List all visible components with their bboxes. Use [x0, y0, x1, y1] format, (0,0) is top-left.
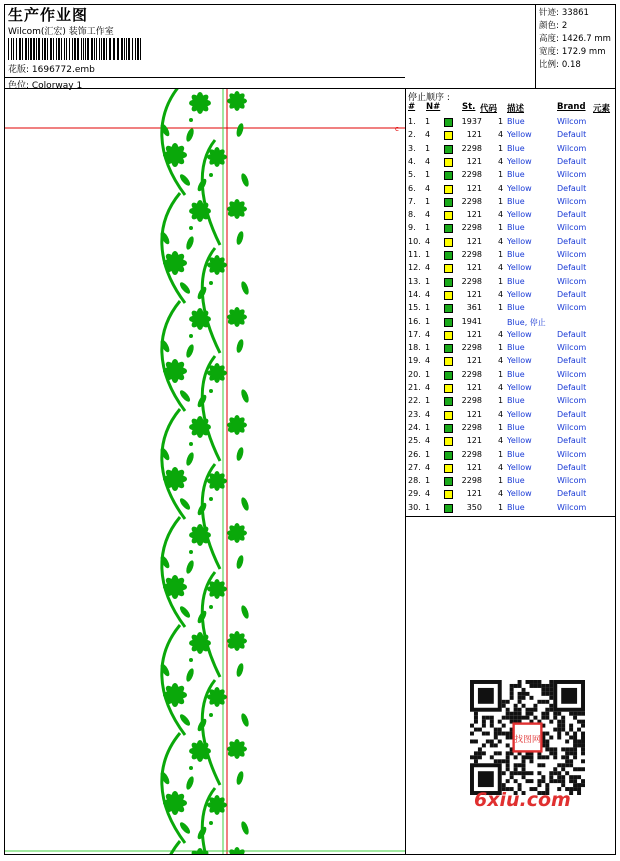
- color-swatch: [444, 451, 453, 460]
- color-swatch: [444, 464, 453, 473]
- color-swatch: [444, 198, 453, 207]
- row-needle: 4: [425, 462, 431, 472]
- stat-line: [539, 45, 605, 57]
- row-description: Blue: [507, 343, 525, 353]
- stat-value: 1426.7 mm: [561, 34, 611, 44]
- row-index: 3.: [408, 143, 416, 153]
- row-stitches: 350: [466, 502, 482, 512]
- row-brand: Default: [557, 383, 587, 392]
- row-index: 20.: [408, 369, 421, 379]
- table-row: [406, 383, 615, 396]
- row-index: 25.: [408, 436, 421, 446]
- color-swatch: [444, 318, 453, 327]
- row-description: Blue: [507, 170, 525, 180]
- header-info-panel: [5, 5, 536, 89]
- row-needle: 1: [425, 449, 431, 459]
- color-swatch: [444, 278, 453, 287]
- row-code: 4: [498, 263, 504, 273]
- color-swatch: [444, 171, 453, 180]
- stop-sequence-title: 停止顺序 :: [408, 93, 450, 103]
- table-row: [406, 210, 615, 223]
- col-header-description: 描述: [507, 104, 525, 114]
- color-swatch: [444, 304, 453, 313]
- stop-sequence-table: [406, 89, 615, 517]
- row-needle: 1: [425, 422, 431, 432]
- table-row: [406, 144, 615, 157]
- row-index: 18.: [408, 343, 421, 353]
- row-stitches: 121: [466, 183, 482, 193]
- row-needle: 1: [425, 303, 431, 313]
- row-code: 4: [498, 409, 504, 419]
- colorway-label: 色位: Colorway 1: [8, 81, 83, 91]
- row-stitches: 2298: [461, 223, 482, 233]
- color-swatch: [444, 384, 453, 393]
- table-row: [406, 489, 615, 502]
- color-swatch: [444, 131, 453, 140]
- row-description: Yellow: [507, 409, 532, 419]
- row-brand: Default: [557, 436, 587, 446]
- table-row: [406, 330, 615, 343]
- row-brand: Wilcom: [557, 170, 587, 180]
- row-brand: Wilcom: [557, 143, 587, 153]
- row-code: 4: [498, 356, 504, 366]
- row-brand: Wilcom: [557, 422, 587, 432]
- row-needle: 4: [425, 329, 431, 339]
- row-code: 1: [498, 422, 504, 432]
- watermark-logo: 6xiu.com: [474, 789, 571, 811]
- row-description: Yellow: [507, 289, 532, 299]
- row-stitches: 1937: [461, 117, 482, 126]
- row-index: 17.: [408, 329, 421, 339]
- row-code: 1: [498, 223, 504, 233]
- row-brand: Default: [557, 183, 587, 193]
- color-swatch: [444, 411, 453, 420]
- table-row: [406, 237, 615, 250]
- col-header-code: 代码: [480, 104, 498, 114]
- row-brand: Wilcom: [557, 250, 587, 259]
- row-description: Yellow: [507, 356, 532, 366]
- row-index: 29.: [408, 489, 421, 499]
- row-stitches: 121: [466, 383, 482, 392]
- color-swatch: [444, 344, 453, 353]
- row-brand: Wilcom: [557, 502, 587, 512]
- row-stitches: 121: [466, 409, 482, 419]
- row-description: Blue: [507, 196, 525, 206]
- row-needle: 4: [425, 210, 431, 220]
- row-stitches: 1941: [461, 316, 482, 326]
- row-index: 19.: [408, 356, 421, 366]
- row-index: 12.: [408, 263, 421, 273]
- table-row: [406, 410, 615, 423]
- row-code: 4: [498, 183, 504, 193]
- row-description: Blue: [507, 143, 525, 153]
- row-description: Blue: [507, 250, 525, 259]
- row-stitches: 2298: [461, 143, 482, 153]
- row-needle: 1: [425, 369, 431, 379]
- row-description: Yellow: [507, 462, 532, 472]
- row-stitches: 121: [466, 462, 482, 472]
- row-index: 10.: [408, 236, 421, 246]
- row-description: Yellow: [507, 489, 532, 499]
- table-row: [406, 450, 615, 463]
- table-row: [406, 277, 615, 290]
- stat-label: 针迹:: [539, 8, 559, 18]
- row-brand: Wilcom: [557, 343, 587, 353]
- table-row: [406, 317, 615, 330]
- row-stitches: 2298: [461, 250, 482, 259]
- row-brand: Wilcom: [557, 396, 587, 406]
- row-needle: 4: [425, 489, 431, 499]
- design-file-label: 花版: 1696772.emb: [8, 65, 95, 75]
- table-row: [406, 197, 615, 210]
- row-needle: 1: [425, 502, 431, 512]
- row-index: 24.: [408, 422, 421, 432]
- stat-value: 2: [561, 21, 568, 31]
- row-code: 1: [498, 303, 504, 313]
- row-stitches: 121: [466, 436, 482, 446]
- row-code: 4: [498, 130, 504, 140]
- design-preview: [5, 89, 406, 854]
- row-code: 4: [498, 236, 504, 246]
- row-stitches: 2298: [461, 369, 482, 379]
- table-row: [406, 250, 615, 263]
- design-stats-panel: [536, 5, 615, 89]
- row-needle: 4: [425, 436, 431, 446]
- row-needle: 4: [425, 356, 431, 366]
- table-row: [406, 263, 615, 276]
- row-needle: 4: [425, 383, 431, 392]
- col-header-brand: Brand: [557, 102, 586, 112]
- row-brand: Wilcom: [557, 223, 587, 233]
- col-header-stitches: St.: [462, 102, 476, 112]
- color-swatch: [444, 211, 453, 220]
- row-brand: Default: [557, 289, 587, 299]
- color-swatch: [444, 490, 453, 499]
- row-code: 1: [498, 449, 504, 459]
- row-description: Blue: [507, 476, 525, 486]
- row-stitches: 2298: [461, 276, 482, 286]
- row-stitches: 2298: [461, 422, 482, 432]
- table-row: [406, 503, 615, 516]
- row-code: 4: [498, 210, 504, 220]
- row-brand: Wilcom: [557, 303, 587, 313]
- table-row: [406, 223, 615, 236]
- row-brand: Default: [557, 329, 587, 339]
- row-description: Yellow: [507, 130, 532, 140]
- row-description: Blue: [507, 223, 525, 233]
- table-row: [406, 343, 615, 356]
- row-brand: Default: [557, 489, 587, 499]
- stat-value: 172.9 mm: [561, 47, 606, 57]
- row-index: 8.: [408, 210, 416, 220]
- stat-line: [539, 19, 567, 31]
- row-index: 27.: [408, 462, 421, 472]
- row-code: 4: [498, 462, 504, 472]
- row-description: Yellow: [507, 383, 532, 392]
- row-brand: Wilcom: [557, 117, 587, 126]
- row-description: Yellow: [507, 156, 532, 166]
- stat-value: 33861: [561, 8, 589, 18]
- col-header-element: 元素: [593, 104, 611, 114]
- row-index: 23.: [408, 409, 421, 419]
- color-swatch: [444, 357, 453, 366]
- row-description: Yellow: [507, 436, 532, 446]
- row-index: 5.: [408, 170, 416, 180]
- table-row: [406, 476, 615, 489]
- color-swatch: [444, 145, 453, 154]
- row-description: Yellow: [507, 210, 532, 220]
- row-code: 1: [498, 396, 504, 406]
- row-index: 22.: [408, 396, 421, 406]
- start-marker-icon: c: [395, 125, 399, 133]
- row-code: 1: [498, 196, 504, 206]
- row-description: Yellow: [507, 329, 532, 339]
- row-needle: 1: [425, 170, 431, 180]
- color-swatch: [444, 291, 453, 300]
- row-brand: Default: [557, 462, 587, 472]
- color-swatch: [444, 224, 453, 233]
- row-needle: 4: [425, 409, 431, 419]
- row-code: 4: [498, 289, 504, 299]
- row-index: 9.: [408, 223, 416, 233]
- row-description: Blue: [507, 303, 525, 313]
- row-brand: Default: [557, 263, 587, 273]
- row-needle: 1: [425, 117, 431, 126]
- row-brand: Wilcom: [557, 369, 587, 379]
- row-brand: Default: [557, 236, 587, 246]
- row-stitches: 121: [466, 210, 482, 220]
- row-stitches: 2298: [461, 170, 482, 180]
- table-row: [406, 396, 615, 409]
- row-brand: Wilcom: [557, 476, 587, 486]
- row-stitches: 121: [466, 356, 482, 366]
- color-swatch: [444, 331, 453, 340]
- row-needle: 1: [425, 223, 431, 233]
- row-code: 1: [498, 276, 504, 286]
- embroidery-design-canvas: [5, 89, 406, 854]
- row-index: 2.: [408, 130, 416, 140]
- row-description: Blue: [507, 422, 525, 432]
- row-code: 1: [498, 250, 504, 259]
- row-code: 1: [498, 343, 504, 353]
- stat-label: 比例:: [539, 60, 559, 70]
- color-swatch: [444, 397, 453, 406]
- row-brand: Wilcom: [557, 196, 587, 206]
- color-swatch: [444, 264, 453, 273]
- stat-line: [539, 58, 581, 70]
- row-index: 28.: [408, 476, 421, 486]
- color-swatch: [444, 477, 453, 486]
- color-swatch: [444, 371, 453, 380]
- row-stitches: 2298: [461, 449, 482, 459]
- row-brand: Wilcom: [557, 449, 587, 459]
- color-swatch: [444, 158, 453, 167]
- row-needle: 1: [425, 196, 431, 206]
- table-row: [406, 370, 615, 383]
- page-title: 生产作业图: [8, 6, 89, 24]
- row-index: 6.: [408, 183, 416, 193]
- row-needle: 4: [425, 263, 431, 273]
- row-index: 14.: [408, 289, 421, 299]
- row-needle: 4: [425, 183, 431, 193]
- stat-line: [539, 6, 589, 18]
- row-needle: 4: [425, 236, 431, 246]
- row-needle: 1: [425, 143, 431, 153]
- row-needle: 1: [425, 316, 431, 326]
- table-row: [406, 463, 615, 476]
- row-index: 30.: [408, 502, 421, 512]
- table-row: [406, 130, 615, 143]
- col-header-needle: N#: [426, 102, 441, 112]
- floral-vine-pattern: [159, 89, 250, 854]
- row-code: 1: [498, 143, 504, 153]
- row-brand: Wilcom: [557, 276, 587, 286]
- row-brand: Default: [557, 156, 587, 166]
- stat-label: 高度:: [539, 34, 559, 44]
- row-index: 1.: [408, 117, 416, 126]
- stat-label: 宽度:: [539, 47, 559, 57]
- row-needle: 1: [425, 276, 431, 286]
- table-row: [406, 290, 615, 303]
- row-code: 1: [498, 170, 504, 180]
- row-code: 1: [498, 369, 504, 379]
- row-code: 4: [498, 436, 504, 446]
- table-row: [406, 157, 615, 170]
- table-row: [406, 436, 615, 449]
- stat-label: 颜色:: [539, 21, 559, 31]
- row-needle: 1: [425, 476, 431, 486]
- table-row: [406, 170, 615, 183]
- row-brand: Default: [557, 409, 587, 419]
- row-description: Blue: [507, 396, 525, 406]
- col-header-index: #: [408, 102, 416, 112]
- table-row: [406, 356, 615, 369]
- row-stitches: 2298: [461, 476, 482, 486]
- row-stitches: 121: [466, 489, 482, 499]
- table-row: [406, 117, 615, 130]
- color-swatch: [444, 437, 453, 446]
- row-needle: 1: [425, 343, 431, 353]
- row-stitches: 121: [466, 130, 482, 140]
- row-index: 7.: [408, 196, 416, 206]
- table-row: [406, 184, 615, 197]
- row-needle: 4: [425, 156, 431, 166]
- row-description: Blue: [507, 276, 525, 286]
- row-needle: 4: [425, 130, 431, 140]
- row-index: 4.: [408, 156, 416, 166]
- row-stitches: 361: [466, 303, 482, 313]
- table-row: [406, 303, 615, 316]
- row-stitches: 2298: [461, 343, 482, 353]
- row-code: 4: [498, 383, 504, 392]
- company-name: Wilcom(汇宏) 装饰工作室: [8, 27, 114, 37]
- qr-code-icon: [470, 680, 585, 795]
- qr-center-label: 找图网: [514, 734, 541, 745]
- row-stitches: 121: [466, 289, 482, 299]
- row-code: 4: [498, 329, 504, 339]
- row-brand: Default: [557, 130, 587, 140]
- row-stitches: 2298: [461, 396, 482, 406]
- row-description: Blue: [507, 117, 525, 126]
- row-code: 4: [498, 156, 504, 166]
- row-stitches: 121: [466, 329, 482, 339]
- row-index: 16.: [408, 316, 421, 326]
- row-needle: 4: [425, 289, 431, 299]
- row-brand: Default: [557, 210, 587, 220]
- barcode-icon: [8, 38, 144, 60]
- stat-line: [539, 32, 611, 44]
- color-swatch: [444, 504, 453, 513]
- color-swatch: [444, 251, 453, 260]
- row-description: Blue: [507, 369, 525, 379]
- row-index: 11.: [408, 250, 421, 259]
- row-description: Yellow: [507, 236, 532, 246]
- color-swatch: [444, 185, 453, 194]
- row-description: Yellow: [507, 183, 532, 193]
- row-needle: 1: [425, 396, 431, 406]
- row-code: 1: [498, 476, 504, 486]
- color-swatch: [444, 238, 453, 247]
- color-swatch: [444, 424, 453, 433]
- row-needle: 1: [425, 250, 431, 259]
- row-index: 26.: [408, 449, 421, 459]
- row-brand: Default: [557, 356, 587, 366]
- color-swatch: [444, 118, 453, 127]
- row-description: Blue: [507, 502, 525, 512]
- stat-value: 0.18: [561, 60, 581, 70]
- row-code: 1: [498, 117, 504, 126]
- table-row: [406, 423, 615, 436]
- row-stitches: 2298: [461, 196, 482, 206]
- row-stitches: 121: [466, 263, 482, 273]
- row-code: 4: [498, 489, 504, 499]
- row-index: 15.: [408, 303, 421, 313]
- row-index: 21.: [408, 383, 421, 392]
- row-code: 1: [498, 502, 504, 512]
- row-description: Blue: [507, 449, 525, 459]
- row-stitches: 121: [466, 156, 482, 166]
- row-description: Blue, 停止: [507, 317, 546, 327]
- row-description: Yellow: [507, 263, 532, 273]
- row-index: 13.: [408, 276, 421, 286]
- row-stitches: 121: [466, 236, 482, 246]
